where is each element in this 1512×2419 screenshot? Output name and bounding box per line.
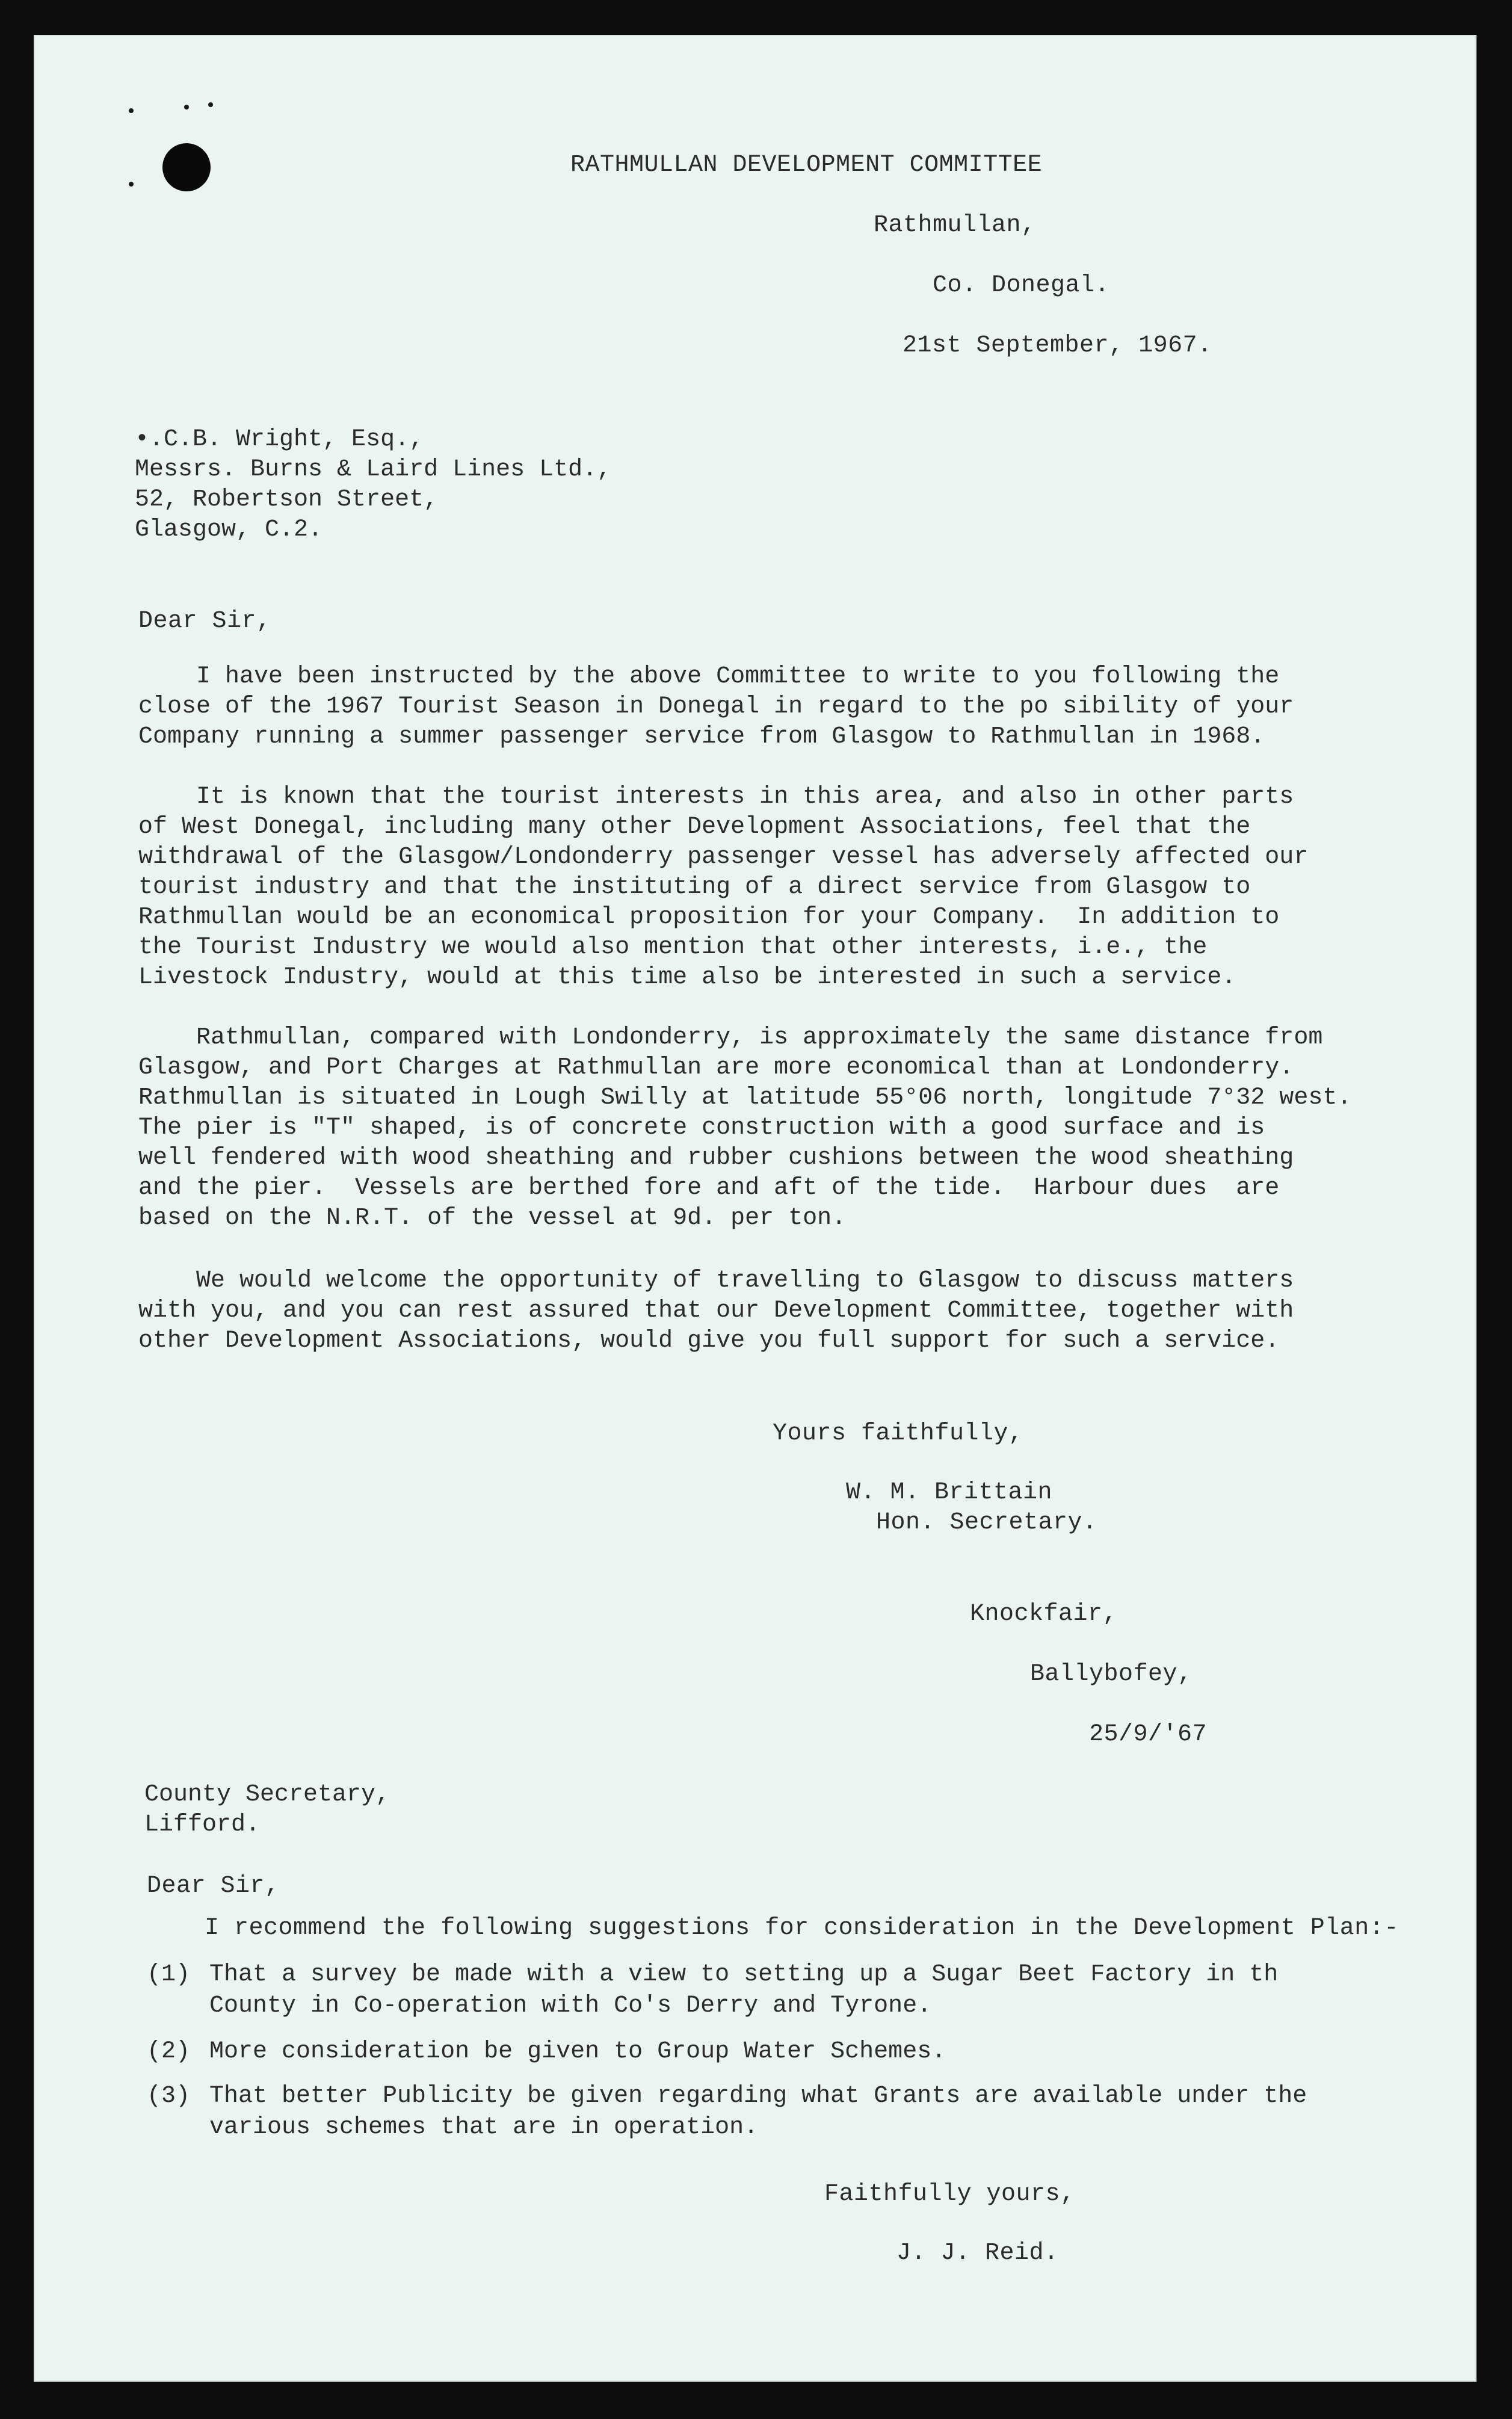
paragraph-line: Rathmullan is situated in Lough Swilly at latitude 55°06 north, longitude 7°32 west. bbox=[138, 1084, 1352, 1111]
paragraph-line: Rathmullan, compared with Londonderry, is approximately the same distance from bbox=[138, 1024, 1323, 1051]
salutation: Dear Sir, bbox=[147, 1873, 280, 1900]
address-line: Lifford. bbox=[144, 1811, 261, 1838]
item-line: More consideration be given to Group Water Schemes. bbox=[209, 2038, 946, 2065]
sender-county: Co. Donegal. bbox=[933, 272, 1110, 299]
item-number: (3) bbox=[147, 2083, 191, 2110]
recipient-address bbox=[144, 1780, 390, 1840]
paragraph-line: with you, and you can rest assured that our Development Committee, together with bbox=[138, 1297, 1294, 1324]
paper-speck bbox=[129, 108, 134, 113]
signatory-title: Hon. Secretary. bbox=[876, 1509, 1097, 1536]
sender-place: Knockfair, bbox=[970, 1601, 1118, 1628]
body-paragraph bbox=[138, 662, 1294, 752]
paper-speck bbox=[129, 182, 134, 187]
paragraph-line: close of the 1967 Tourist Season in Donegal in regard to the po sibility of your bbox=[138, 693, 1294, 720]
item-line: That better Publicity be given regarding what Grants are available under the bbox=[209, 2083, 1307, 2110]
letterhead: RATHMULLAN DEVELOPMENT COMMITTEE bbox=[570, 152, 1043, 179]
sender-town: Rathmullan, bbox=[874, 212, 1036, 239]
paragraph-line: Glasgow, and Port Charges at Rathmullan are more economical than at Londonderry. bbox=[138, 1054, 1294, 1081]
paragraph-line: Company running a summer passenger service from Glasgow to Rathmullan in 1968. bbox=[138, 723, 1265, 750]
body-paragraph bbox=[138, 1023, 1351, 1234]
item-line: That a survey be made with a view to setting up a Sugar Beet Factory in th bbox=[209, 1961, 1279, 1988]
address-line: County Secretary, bbox=[144, 1781, 390, 1808]
item-number: (1) bbox=[147, 1961, 191, 1988]
body-paragraph bbox=[138, 782, 1308, 993]
salutation: Dear Sir, bbox=[138, 608, 271, 635]
address-line: Glasgow, C.2. bbox=[135, 516, 323, 543]
letter-date: 25/9/'67 bbox=[1089, 1721, 1208, 1748]
item-line: County in Co-operation with Co's Derry and Tyrone. bbox=[209, 1992, 932, 2019]
closing: Faithfully yours, bbox=[824, 2181, 1075, 2208]
item-number: (2) bbox=[147, 2038, 191, 2065]
letter-date: 21st September, 1967. bbox=[903, 332, 1212, 359]
paragraph-line: Livestock Industry, would at this time also be interested in such a service. bbox=[138, 964, 1236, 991]
punch-hole bbox=[162, 143, 211, 191]
paragraph-line: tourist industry and that the instituting of a direct service from Glasgow to bbox=[138, 874, 1251, 901]
list-item bbox=[147, 2081, 1350, 2147]
item-line: various schemes that are in operation. bbox=[209, 2114, 759, 2141]
signatory-name: J. J. Reid. bbox=[896, 2240, 1059, 2267]
signatory-name: W. M. Brittain bbox=[846, 1479, 1053, 1506]
paragraph-line: The pier is "T" shaped, is of concrete construction with a good surface and is bbox=[138, 1114, 1265, 1142]
paragraph-line: Rathmullan would be an economical proposition for your Company. In addition to bbox=[138, 904, 1280, 931]
paragraph-line: I have been instructed by the above Committee to write to you following the bbox=[138, 663, 1280, 690]
paragraph-line: well fendered with wood sheathing and rubber cushions between the wood sheathing bbox=[138, 1145, 1294, 1172]
address-line: 52, Robertson Street, bbox=[135, 486, 439, 513]
paragraph-line: and the pier. Vessels are berthed fore and aft of the tide. Harbour dues are bbox=[138, 1175, 1280, 1202]
address-line: Messrs. Burns & Laird Lines Ltd., bbox=[135, 456, 612, 483]
list-item bbox=[147, 2036, 1350, 2070]
sender-town: Ballybofey, bbox=[1030, 1661, 1193, 1688]
list-item bbox=[147, 1959, 1350, 2025]
paragraph-line: It is known that the tourist interests in this area, and also in other parts bbox=[138, 783, 1294, 811]
body-paragraph bbox=[138, 1266, 1294, 1356]
paragraph-line: of West Donegal, including many other Development Associations, feel that the bbox=[138, 814, 1251, 841]
paragraph-line: based on the N.R.T. of the vessel at 9d. per ton. bbox=[138, 1205, 847, 1232]
address-line: •.C.B. Wright, Esq., bbox=[135, 426, 424, 453]
paper-speck bbox=[184, 105, 189, 110]
closing: Yours faithfully, bbox=[773, 1420, 1023, 1447]
recipient-address bbox=[135, 425, 611, 545]
paragraph-line: other Development Associations, would give you full support for such a service. bbox=[138, 1327, 1280, 1355]
paragraph-line: We would welcome the opportunity of travelling to Glasgow to discuss matters bbox=[138, 1267, 1294, 1294]
paper-speck bbox=[208, 102, 213, 107]
paragraph-line: the Tourist Industry we would also mention that other interests, i.e., the bbox=[138, 934, 1208, 961]
paragraph-line: withdrawal of the Glasgow/Londonderry passenger vessel has adversely affected our bbox=[138, 844, 1309, 871]
intro-line: I recommend the following suggestions for consideration in the Development Plan:- bbox=[205, 1915, 1399, 1942]
